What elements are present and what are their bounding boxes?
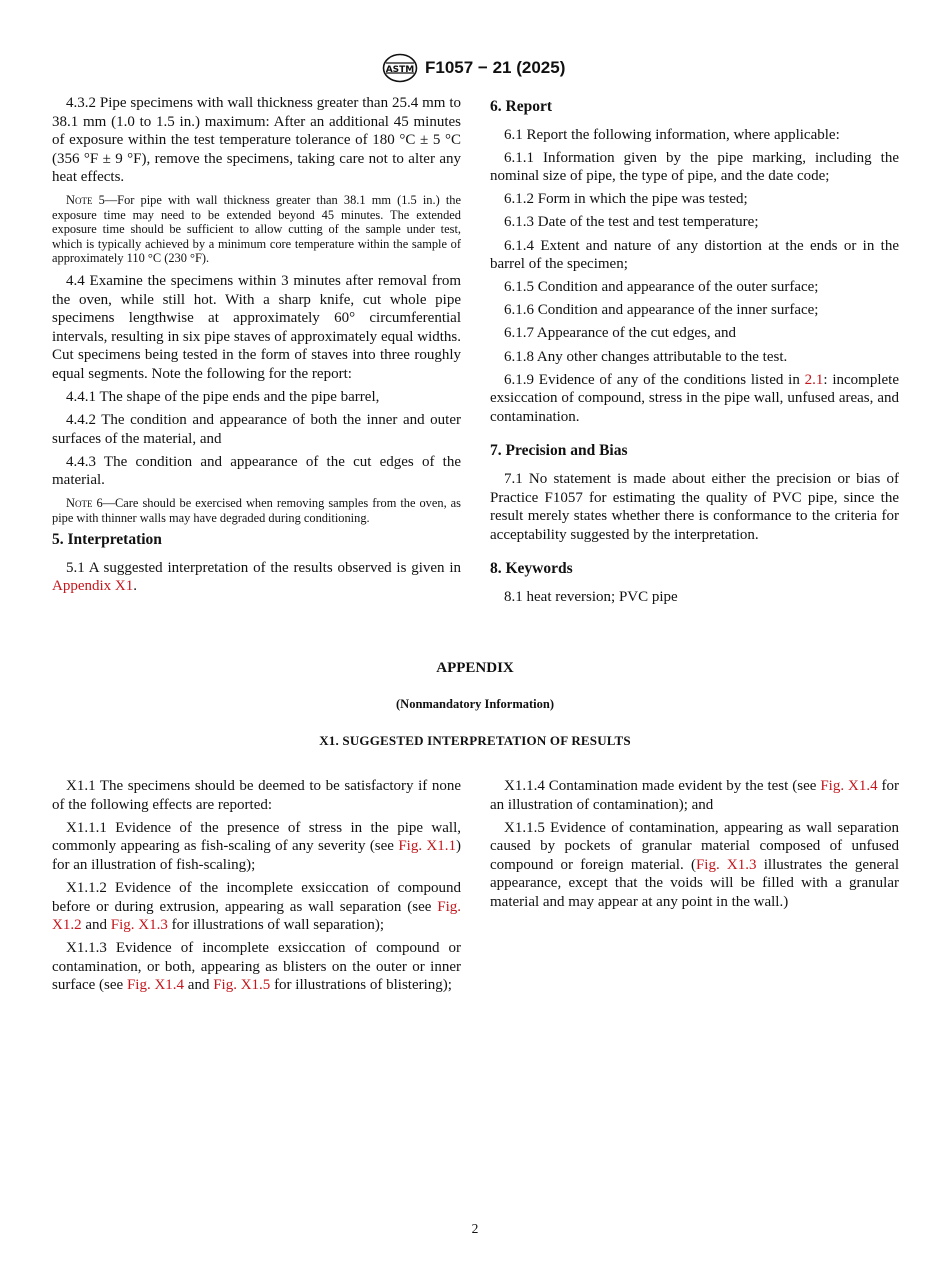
para-6-1-9-end: : incomplete exsiccation of compound, stress in the pipe wall, unfused areas, and contamination. <box>490 371 899 425</box>
para-x1-1-2-text: X1.1.2 Evidence of the incomplete exsiccation of compound before or during extrusion, appearing as wall separation (see <box>52 879 461 915</box>
appendix-x1-title: X1. SUGGESTED INTERPRETATION OF RESULTS <box>319 733 631 748</box>
para-6-1-4: 6.1.4 Extent and nature of any distortion at the ends or in the barrel of the specimen; <box>490 237 899 273</box>
right-column <box>490 94 899 611</box>
para-x1-1-1 <box>52 819 461 875</box>
para-6-1-9 <box>490 371 899 427</box>
para-x1-1-3 <box>52 939 461 995</box>
para-5-1-end: . <box>133 578 137 595</box>
para-6-1: 6.1 Report the following information, where applicable: <box>504 126 840 143</box>
para-x1-1-3-mid: and <box>184 977 214 994</box>
appendix-left-column <box>52 777 461 1000</box>
para-6-1-1: 6.1.1 Information given by the pipe marking, including the nominal size of pipe, the type of pipe, and the date code; <box>490 149 899 185</box>
para-6-1-9-text: 6.1.9 Evidence of any of the conditions listed in <box>504 371 805 388</box>
para-x1-1: X1.1 The specimens should be deemed to be satisfactory if none of the following effects are reported: <box>52 778 461 813</box>
para-x1-1-4 <box>490 777 899 814</box>
fig-x1-4-link[interactable]: Fig. X1.4 <box>126 977 185 994</box>
para-7-1: 7.1 No statement is made about either the precision or bias of Practice F1057 for estimating the quality of PVC pipe, since the result merely states whether there is conformance to the criteria for acceptability suggested by the interpretation. <box>490 471 899 543</box>
para-x1-1-5-text: X1.1.5 Evidence of contamination, appearing as wall separation caused by pockets of granular material composed of unfused compound or foreign material. ( <box>490 819 899 873</box>
para-6-1-3: 6.1.3 Date of the test and test temperature; <box>504 214 759 231</box>
page-number: 2 <box>471 1221 479 1236</box>
para-x1-1-3-text: X1.1.3 Evidence of incomplete exsiccation of compound or contamination, or both, appearing as blisters on the outer or inner surface (see <box>52 940 461 994</box>
note-5-label: Note <box>66 192 93 207</box>
fig-x1-3-link[interactable]: Fig. X1.3 <box>110 917 168 934</box>
para-4-4-2: 4.4.2 The condition and appearance of both the inner and outer surfaces of the material, and <box>52 412 461 447</box>
para-5-1 <box>52 559 461 596</box>
para-6-1-5: 6.1.5 Condition and appearance of the outer surface; <box>504 279 819 296</box>
para-4-4-3: 4.4.3 The condition and appearance of the cut edges of the material. <box>52 453 461 489</box>
astm-logo-text: ASTM <box>385 65 415 75</box>
para-x1-1-2 <box>52 879 461 935</box>
section-5-heading: 5. Interpretation <box>52 531 162 549</box>
note-5-text: 5—For pipe with wall thickness greater than 38.1 mm (1.5 in.) the exposure time may need to be extended beyond 45 minutes. The extended exposure time should be sufficient to allow cutting of the sample under test, which is typically achieved by a minimum core temperature within the sample of approximately 110 °C (230 °F). <box>52 192 461 266</box>
note-6-label: Note <box>66 495 93 510</box>
appendix-right-column <box>490 777 899 916</box>
para-4-4-1: 4.4.1 The shape of the pipe ends and the pipe barrel, <box>66 389 380 405</box>
fig-x1-1-link[interactable]: Fig. X1.1 <box>398 838 456 855</box>
appendix-x1-link[interactable]: Appendix X1 <box>52 578 134 595</box>
note-6 <box>52 496 461 525</box>
para-x1-1-4-end: for an illustration of contamination); and <box>490 778 899 813</box>
para-5-1-text: 5.1 A suggested interpretation of the results observed is given in <box>66 559 461 576</box>
para-6-1-6: 6.1.6 Condition and appearance of the inner surface; <box>504 302 819 319</box>
para-6-1-8: 6.1.8 Any other changes attributable to the test. <box>504 348 788 365</box>
note-5 <box>52 193 461 266</box>
para-4-4: 4.4 Examine the specimens within 3 minutes after removal from the oven, while still hot. With a sharp knife, cut whole pipe specimens lengthwise at approximately 60° circumferential intervals, resulting in six pipe staves of approximately equal widths. Cut specimens being tested in the form of staves into three roughly equal segments. Note the following for the report: <box>52 272 461 382</box>
fig-x1-2-link[interactable]: Fig. X1.2 <box>52 898 461 934</box>
para-8-1: 8.1 heat reversion; PVC pipe <box>504 588 678 605</box>
document-designation: F1057 − 21 (2025) <box>425 58 566 77</box>
section-8-heading: 8. Keywords <box>490 560 573 578</box>
fig-x1-3-link[interactable]: Fig. X1.3 <box>695 856 757 873</box>
para-x1-1-2-mid: and <box>81 917 111 934</box>
section-2-1-link[interactable]: 2.1 <box>804 371 824 388</box>
astm-logo-icon <box>382 53 418 83</box>
para-x1-1-1-end: ) for an illustration of fish-scaling); <box>52 838 461 873</box>
para-x1-1-5 <box>490 819 899 912</box>
appendix-subtitle: (Nonmandatory Information) <box>396 697 554 711</box>
page-header <box>0 53 950 87</box>
para-4-3-2: 4.3.2 Pipe specimens with wall thickness greater than 25.4 mm to 38.1 mm (1.0 to 1.5 in.) maximum: After an additional 45 minutes of exposure within the test temperature tolerance of 180 °C ± 5 °C (356 °F ± 9 °F), remove the specimens, taking care not to alter any heat effects. <box>52 95 461 186</box>
para-6-1-7: 6.1.7 Appearance of the cut edges, and <box>504 325 736 342</box>
appendix-title: APPENDIX <box>436 660 514 676</box>
fig-x1-4-link[interactable]: Fig. X1.4 <box>820 778 878 794</box>
para-x1-1-2-end: for illustrations of wall separation); <box>167 917 385 934</box>
para-x1-1-5-end: illustrates the general appearance, except that the voids will be filled with a granular material and may appear at any point in the wall.) <box>490 856 899 911</box>
para-x1-1-4-text: X1.1.4 Contamination made evident by the test (see <box>504 778 821 794</box>
para-x1-1-3-end: for illustrations of blistering); <box>270 977 452 994</box>
fig-x1-5-link[interactable]: Fig. X1.5 <box>213 977 271 994</box>
section-6-heading: 6. Report <box>490 98 552 115</box>
note-6-text: 6—Care should be exercised when removing samples from the oven, as pipe with thinner walls may have degraded during conditioning. <box>52 495 461 525</box>
para-x1-1-1-text: X1.1.1 Evidence of the presence of stress in the pipe wall, commonly appearing as fish-scaling of any severity (see <box>52 819 461 855</box>
para-6-1-2: 6.1.2 Form in which the pipe was tested; <box>504 191 748 208</box>
section-7-heading: 7. Precision and Bias <box>490 442 628 460</box>
left-column <box>52 94 461 600</box>
